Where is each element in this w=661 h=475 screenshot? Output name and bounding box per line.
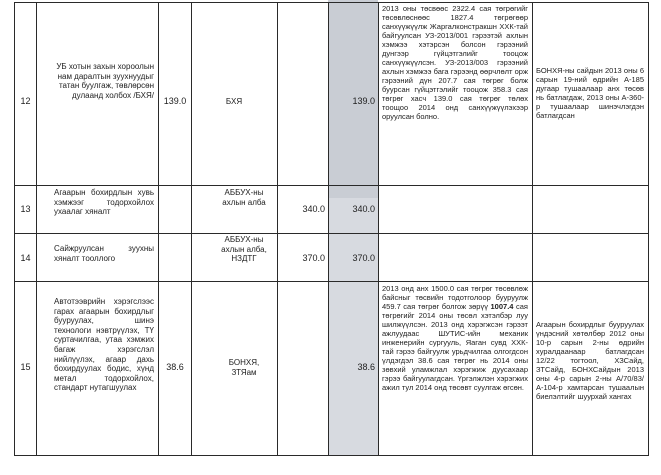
row-15-description: Автотээврийн хэрэгслээс гарах агаарын бохирдлыг бууруулах, шинэ технологи нэвтрүүлэх, ТҮ суртачилгаа, утаа хэмжих багаж хэрэгслэл нийлүүлэх, агаар дахь бохирдуулах бодис, хүнд метал тодорхойлох, стандарт нутагшуулах xyxy=(54,297,154,393)
row-divider-12-13 xyxy=(14,185,649,186)
row-15-agency: БОНХЯ, ЗТЯам xyxy=(228,358,260,377)
row-divider-top xyxy=(14,2,649,3)
col-line-2 xyxy=(158,2,159,456)
row-15-progress-part2: сая төгрөгийг 2014 оны төсөл хэтэлбэр луу шилжүүлсэн. 2013 онд хэрэгжсэн гэрээт ажлуудаас ШУТИС-ийн механик инженерийн сургууль, Яаган сувд ХХК-тай гэрээ байгуулж урьдчилгаа олгогдсон үлдэгдэл 38.6 сая төгрөг нь 2014 оны зөвхий уламжлал хэрэгжиж дуусахаар гэрээ байгуулагдсан. Үргэлжлэн хэрэгжих ажил тул 2014 онд төсөвт суулгаж өгсөн. xyxy=(382,302,528,392)
row-15-amount: 38.6 xyxy=(166,363,184,372)
row-15-note: Агаарын бохирдлыг бууруулах үндэсний хөтөлбөр 2012 оны 10-р сарын 2-ны өдрийн хуралдаанаар батлагдсан 12/22 тогтоол, ХЗСайд, ЗТСайд, БОНХСайдын 2013 оны 4-р сарын 2-ны А/70/83/А-104-р хамтарсан тушаалын биелэлтийг шуурхай хангах xyxy=(536,320,644,401)
row-divider-13-14 xyxy=(14,233,649,234)
row-14-col5: 370.0 xyxy=(302,254,325,263)
row-12-progress: 2013 оны төсвөөс 2322.4 сая төгрөгийг төсөвлөснөөс 1827.4 төгрөгөөр санхүүжүүлж Жаргалконстракшн ХХК-тай байгуулсан УЗ-2013/001 гэрээтэй ахлын хэмжээ хэтэрсэн болсон гэрээний дунгээр гүйцэтгэлийг тооцож санхүүжүүлсэн. УЗ-2013/003 гэрээний ахлын хэмжээ бага гэрээнд өөрчлөлт орж гэрээний дүн 207.7 сая төгрөг болж буурсан гүйцэтгэлийг тооцож 358.3 сая төгрөг хасч 139.0 сая төгрөг төлөх тоощоо 2014 онд санхүүжүүлэхээр оруулсан болно. xyxy=(382,4,528,121)
shaded-column-lower xyxy=(328,198,378,456)
row-divider-bottom xyxy=(14,455,649,456)
row-12-amount: 139.0 xyxy=(163,97,187,106)
row-12-description: УБ хотын захын хороолын нам даралтын зуухнуудыг татан буулгаж, төвлөрсөн дулаанд холбох /БХЯ/ xyxy=(56,62,154,100)
col-line-6 xyxy=(378,2,379,456)
row-14-description: Сайжруулсан зуухны хяналт тооллого xyxy=(54,244,154,263)
row-12-agency: БХЯ xyxy=(225,97,243,106)
row-12-note: БОНХЯ-ны сайдын 2013 оны 6 сарын 19-ний өдрийн А-185 дугаар тушаалаар анх төсөв нь батлагдаж, 2013 оны А-360-р тушаалаар шинэчлэгдэн батлагдсан xyxy=(536,66,644,120)
row-14-col6: 370.0 xyxy=(352,254,375,263)
row-12-col6: 139.0 xyxy=(352,97,375,106)
col-line-4 xyxy=(277,2,278,456)
row-13-col5: 340.0 xyxy=(302,205,325,214)
row-divider-14-15 xyxy=(14,281,649,282)
row-13-agency: АББУХ-ны ахлын алба xyxy=(222,188,266,207)
col-line-1 xyxy=(36,2,37,456)
col-line-8 xyxy=(648,2,649,456)
row-15-number: 15 xyxy=(20,363,31,372)
row-15-progress-bold-amount: 1007.4 xyxy=(490,302,514,311)
col-line-5 xyxy=(328,2,329,456)
row-15-col6: 38.6 xyxy=(357,363,375,372)
row-14-number: 14 xyxy=(20,254,31,263)
row-15-progress-part1: 2013 онд анх 1500.0 сая төгрөг төсөвлөж байсныг төсвийн тодотголоор бууруулж 459.7 сая төгрөг болгож зөрүү xyxy=(382,284,528,311)
col-line-0 xyxy=(14,2,15,456)
row-13-description: Агаарын бохирдлын хувь хэмжээг тодорхойлох ухаалаг хяналт xyxy=(54,188,154,217)
row-15-progress xyxy=(382,284,528,454)
col-line-7 xyxy=(532,2,533,456)
col-line-3 xyxy=(191,2,192,456)
row-13-col6: 340.0 xyxy=(352,205,375,214)
row-13-number: 13 xyxy=(20,205,31,214)
row-14-agency: АББУХ-ны ахлын алба, НЗДТГ xyxy=(221,235,267,264)
row-12-number: 12 xyxy=(20,97,31,106)
